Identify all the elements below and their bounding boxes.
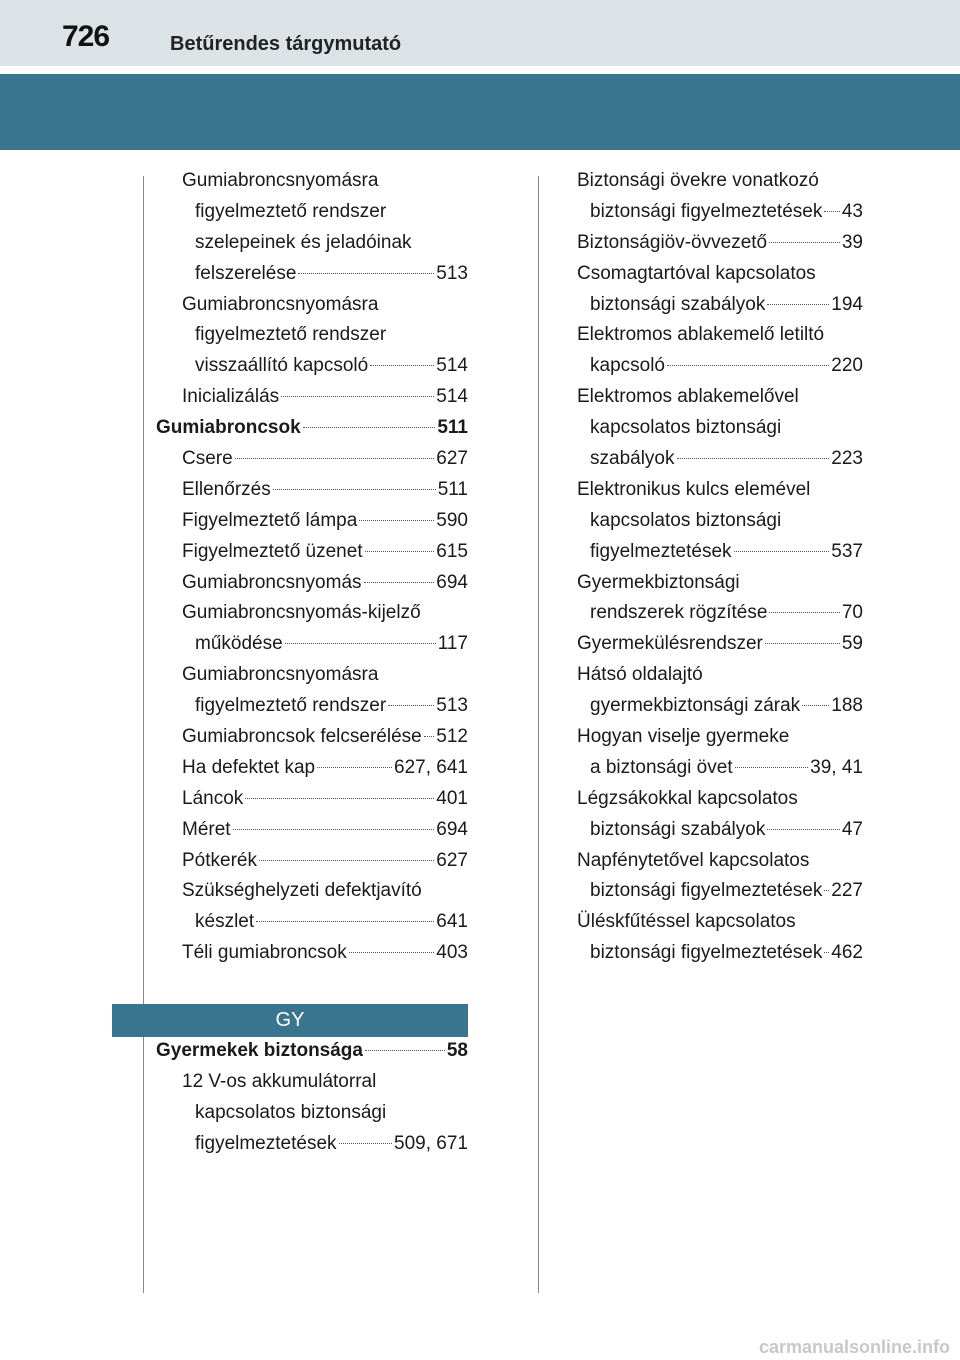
page-reference: 403 [436, 942, 468, 964]
index-entry [577, 691, 863, 722]
index-term: Láncok [182, 787, 244, 809]
dot-leader [303, 427, 436, 428]
index-term: Figyelmeztető üzenet [182, 540, 363, 562]
index-entry [577, 753, 863, 784]
page-reference: 58 [446, 1040, 468, 1061]
index-entry [577, 815, 863, 846]
page-reference: 694 [436, 571, 468, 593]
dot-leader [824, 890, 829, 891]
index-entry [577, 907, 863, 938]
page-reference: 512 [436, 726, 468, 748]
index-entry [156, 506, 468, 537]
index-term: Biztonságiöv-övvezető [577, 231, 768, 253]
index-term: visszaállító kapcsoló [195, 355, 369, 377]
left-column-rule [143, 176, 144, 1293]
index-term: Gumiabroncsok [156, 417, 301, 439]
index-entry [156, 1098, 468, 1129]
index-term: biztonsági figyelmeztetések [590, 200, 823, 222]
dot-leader [317, 767, 392, 768]
dot-leader [765, 643, 840, 644]
index-entry [577, 722, 863, 753]
page-reference: 39 [841, 231, 863, 253]
index-entry [577, 351, 863, 382]
dot-leader [273, 489, 436, 490]
index-term: Csomagtartóval kapcsolatos [577, 262, 816, 284]
index-entry [577, 598, 863, 629]
index-entry [156, 876, 468, 907]
page-reference: 537 [831, 540, 863, 562]
index-term: Napfénytetővel kapcsolatos [577, 849, 810, 871]
index-entry [577, 506, 863, 537]
dot-leader [339, 1143, 393, 1144]
index-entry [156, 722, 468, 753]
index-entry [156, 444, 468, 475]
section-header-gy: GY [112, 1004, 468, 1037]
index-entry [156, 228, 468, 259]
index-term: Figyelmeztető lámpa [182, 509, 358, 531]
page-reference: 188 [831, 695, 863, 717]
index-entry [577, 320, 863, 351]
page-reference: 47 [841, 818, 863, 840]
index-entry [156, 1129, 468, 1160]
dot-leader [769, 612, 839, 613]
dot-leader [824, 952, 829, 953]
index-term: figyelmeztetések [590, 540, 732, 562]
index-term: rendszerek rögzítése [590, 602, 768, 624]
page-reference: 627, 641 [394, 756, 468, 778]
dot-leader [769, 242, 840, 243]
index-entry [577, 629, 863, 660]
page-reference: 513 [436, 695, 468, 717]
page-reference: 513 [436, 262, 468, 284]
index-entry [156, 846, 468, 877]
index-term: Légzsákokkal kapcsolatos [577, 787, 798, 809]
index-term: Gyermekbiztonsági [577, 571, 740, 593]
page-reference: 223 [831, 448, 863, 470]
index-term: kapcsoló [590, 355, 665, 377]
index-entry [156, 598, 468, 629]
right-column-rule [538, 176, 539, 1293]
dot-leader [767, 304, 829, 305]
index-term: Szükséghelyzeti defektjavító [182, 880, 422, 902]
index-term: Elektromos ablakemelő letiltó [577, 324, 825, 346]
index-term: kapcsolatos biztonsági [590, 509, 782, 531]
index-term: Gumiabroncsnyomás [182, 571, 362, 593]
index-term: Gumiabroncsnyomásra [182, 170, 379, 191]
page-reference: 511 [437, 417, 468, 439]
index-term: kapcsolatos biztonsági [590, 417, 782, 439]
index-term: Pótkerék [182, 849, 257, 871]
index-term: biztonsági figyelmeztetések [590, 942, 823, 964]
dot-leader [735, 767, 809, 768]
index-term: biztonsági szabályok [590, 293, 766, 315]
index-entry [577, 475, 863, 506]
index-term: Méret [182, 818, 231, 840]
index-entry [577, 197, 863, 228]
index-entry [156, 660, 468, 691]
dot-leader [734, 551, 830, 552]
dot-leader [370, 365, 434, 366]
index-entry [156, 907, 468, 938]
page-reference: 220 [831, 355, 863, 377]
page-reference: 43 [841, 200, 863, 222]
page-reference: 227 [831, 880, 863, 902]
index-entry [156, 784, 468, 815]
index-term: felszerelése [195, 262, 297, 284]
index-entry [577, 846, 863, 877]
page-reference: 514 [436, 355, 468, 377]
dot-leader [235, 458, 435, 459]
index-term: szelepeinek és jeladóinak [195, 231, 412, 253]
dot-leader [365, 551, 435, 552]
index-entry [156, 290, 468, 321]
index-entry [156, 1036, 468, 1067]
index-term: Gumiabroncsok felcserélése [182, 726, 422, 748]
index-entry [156, 938, 468, 969]
dot-leader [767, 829, 840, 830]
page-reference: 641 [436, 911, 468, 933]
index-entry [156, 351, 468, 382]
page-reference: 462 [831, 942, 863, 964]
index-term: kapcsolatos biztonsági [195, 1101, 387, 1123]
page-reference: 590 [436, 509, 468, 531]
dot-leader [285, 643, 436, 644]
dot-leader [298, 273, 434, 274]
index-entry [577, 938, 863, 969]
index-entry [577, 166, 863, 197]
page-reference: 39, 41 [810, 756, 863, 778]
index-term: gyermekbiztonsági zárak [590, 695, 801, 717]
page-reference: 401 [436, 787, 468, 809]
index-entry [577, 259, 863, 290]
dot-leader [677, 458, 830, 459]
index-entry [577, 568, 863, 599]
dot-leader [365, 1050, 445, 1051]
index-term: Gumiabroncsnyomás-kijelző [182, 602, 421, 624]
index-term: Gyermekülésrendszer [577, 633, 763, 655]
index-term: a biztonsági övet [590, 756, 733, 778]
index-term: figyelmeztető rendszer [195, 200, 387, 222]
dot-leader [388, 705, 434, 706]
page-reference: 194 [831, 293, 863, 315]
dot-leader [667, 365, 829, 366]
page-reference: 117 [437, 633, 468, 655]
index-entry [156, 166, 468, 197]
index-term: biztonsági figyelmeztetések [590, 880, 823, 902]
page-number: 726 [62, 20, 110, 53]
dot-leader [349, 952, 435, 953]
page-reference: 694 [436, 818, 468, 840]
index-term: Elektromos ablakemelővel [577, 386, 799, 408]
header-band [0, 74, 960, 150]
index-term: Hátsó oldalajtó [577, 664, 703, 686]
index-term: készlet [195, 911, 255, 933]
page-reference: 627 [436, 448, 468, 470]
header-bar [0, 0, 960, 66]
index-term: Téli gumiabroncsok [182, 942, 347, 964]
index-term: 12 V-os akkumulátorral [182, 1070, 377, 1092]
watermark: carmanualsonline.info [758, 1337, 950, 1357]
index-entry [577, 228, 863, 259]
page-reference: 70 [841, 602, 863, 624]
dot-leader [259, 860, 434, 861]
page-reference: 509, 671 [394, 1132, 468, 1154]
index-entry [577, 290, 863, 321]
index-entry [156, 815, 468, 846]
index-term: biztonsági szabályok [590, 818, 766, 840]
index-entry [577, 444, 863, 475]
index-term: figyelmeztetések [195, 1132, 337, 1154]
dot-leader [364, 582, 435, 583]
index-column-left-gy [156, 1036, 468, 1160]
index-term: Üléskfűtéssel kapcsolatos [577, 911, 796, 933]
index-term: Csere [182, 448, 233, 470]
index-entry [156, 475, 468, 506]
index-term: figyelmeztető rendszer [195, 324, 387, 346]
index-entry [577, 382, 863, 413]
dot-leader [802, 705, 829, 706]
dot-leader [824, 211, 840, 212]
index-entry [577, 413, 863, 444]
page-reference: 627 [436, 849, 468, 871]
index-entry [156, 259, 468, 290]
index-term: Biztonsági övekre vonatkozó [577, 170, 819, 191]
dot-leader [245, 798, 434, 799]
index-entry [156, 691, 468, 722]
dot-leader [424, 736, 435, 737]
index-entry [156, 320, 468, 351]
index-term: Inicializálás [182, 386, 280, 408]
index-term: Ha defektet kap [182, 756, 316, 778]
index-entry [156, 753, 468, 784]
index-term: Gumiabroncsnyomásra [182, 293, 379, 315]
index-entry [577, 660, 863, 691]
index-entry [156, 382, 468, 413]
index-entry [577, 876, 863, 907]
dot-leader [233, 829, 435, 830]
page-reference: 59 [841, 633, 863, 655]
index-entry [577, 537, 863, 568]
index-column-right [577, 166, 863, 969]
index-term: Gumiabroncsnyomásra [182, 664, 379, 686]
index-term: figyelmeztető rendszer [195, 695, 387, 717]
index-entry [577, 784, 863, 815]
index-term: működése [195, 633, 283, 655]
page-reference: 615 [436, 540, 468, 562]
index-entry [156, 1067, 468, 1098]
index-term: szabályok [590, 448, 675, 470]
index-term: Elektronikus kulcs elemével [577, 478, 811, 500]
index-entry [156, 568, 468, 599]
index-column-left [156, 166, 468, 969]
dot-leader [359, 520, 434, 521]
index-entry [156, 197, 468, 228]
dot-leader [281, 396, 434, 397]
dot-leader [256, 921, 434, 922]
index-term: Ellenőrzés [182, 478, 271, 500]
index-term: Hogyan viselje gyermeke [577, 726, 790, 748]
index-entry [156, 537, 468, 568]
page-reference: 511 [437, 478, 468, 500]
page-title: Betűrendes tárgymutató [170, 33, 402, 55]
index-term: Gyermekek biztonsága [156, 1040, 363, 1061]
index-entry [156, 413, 468, 444]
index-entry [156, 629, 468, 660]
page-reference: 514 [436, 386, 468, 408]
